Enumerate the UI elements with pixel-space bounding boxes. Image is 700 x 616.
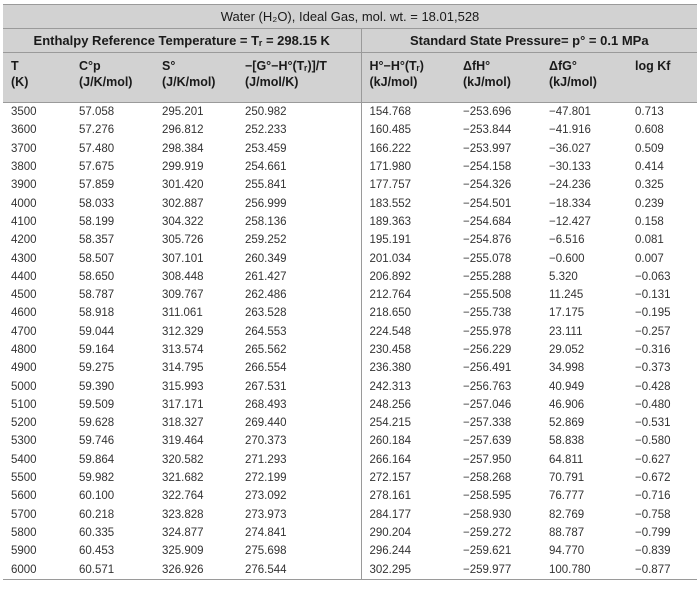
table-cell: −255.738 <box>463 307 512 320</box>
column-header <box>455 53 541 103</box>
table-cell: 248.256 <box>369 398 412 411</box>
table-row <box>3 286 697 304</box>
column-header <box>3 53 71 103</box>
table-cell: 242.313 <box>369 380 412 393</box>
table-cell: 224.548 <box>369 325 412 338</box>
table-row <box>3 451 697 469</box>
table-cell: 171.980 <box>369 161 412 174</box>
table-cell: 0.414 <box>635 161 664 174</box>
table-row <box>3 176 697 194</box>
table-row <box>3 524 697 542</box>
column-header-unit: (J/mol/K) <box>245 75 299 89</box>
table-cell: 206.892 <box>369 270 412 283</box>
table-row <box>3 249 697 267</box>
table-cell: −253.696 <box>463 106 512 119</box>
table-cell: 313.574 <box>162 344 204 356</box>
table-cell: 57.276 <box>79 124 115 137</box>
table-cell: 250.982 <box>237 103 361 122</box>
column-header-row <box>3 53 697 103</box>
column-header-name: ΔfG° <box>549 59 577 73</box>
table-cell: −256.491 <box>463 362 512 375</box>
table-cell: −0.672 <box>635 472 671 485</box>
table-cell: 76.777 <box>549 490 585 503</box>
table-cell: 94.770 <box>549 545 585 558</box>
table-row <box>3 414 697 432</box>
table-cell: 261.427 <box>237 268 361 286</box>
table-cell: 314.795 <box>162 362 204 375</box>
table-cell: 5000 <box>11 380 37 393</box>
table-cell: 212.764 <box>369 289 412 302</box>
table-cell: −255.288 <box>463 270 512 283</box>
table-cell: −0.716 <box>635 490 671 503</box>
table-row <box>3 542 697 560</box>
table-cell: −257.950 <box>463 453 512 466</box>
table-cell: 3600 <box>11 124 37 137</box>
table-cell: 254.661 <box>237 158 361 176</box>
table-cell: −253.844 <box>463 124 512 137</box>
table-cell: −0.531 <box>635 417 671 430</box>
table-cell: 82.769 <box>549 508 585 521</box>
table-cell: 5800 <box>11 526 37 539</box>
table-cell: 258.136 <box>237 213 361 231</box>
table-cell: 5.320 <box>549 270 578 283</box>
column-header-name: C°p <box>79 59 101 73</box>
column-header <box>361 53 455 103</box>
table-cell: 324.877 <box>162 526 204 539</box>
table-row <box>3 140 697 158</box>
table-cell: −257.639 <box>463 435 512 448</box>
table-cell: 4800 <box>11 344 37 356</box>
table-cell: 58.357 <box>79 234 115 247</box>
table-cell: 308.448 <box>162 270 204 283</box>
table-cell: 4900 <box>11 362 37 375</box>
table-cell: 58.838 <box>549 435 585 448</box>
table-cell: 266.554 <box>237 359 361 377</box>
table-cell: 284.177 <box>369 508 412 521</box>
table-cell: 154.768 <box>369 106 412 119</box>
table-row <box>3 323 697 341</box>
table-cell: 296.244 <box>369 545 412 558</box>
table-cell: −255.978 <box>463 325 512 338</box>
table-cell: 319.464 <box>162 435 204 448</box>
table-cell: 60.453 <box>79 545 115 558</box>
table-cell: 57.480 <box>79 142 115 155</box>
table-cell: 3900 <box>11 179 37 192</box>
table-cell: 11.245 <box>549 289 584 302</box>
table-cell: 0.325 <box>635 179 664 192</box>
table-cell: −0.316 <box>635 344 671 356</box>
column-header <box>627 53 697 103</box>
column-header-unit: (K) <box>11 75 29 89</box>
table-cell: 326.926 <box>154 560 237 579</box>
table-body <box>3 103 697 580</box>
table-cell: 189.363 <box>369 215 412 228</box>
table-row <box>3 304 697 322</box>
column-header-name: log Kf <box>635 59 671 73</box>
table-cell: −0.131 <box>635 289 671 302</box>
table-row <box>3 341 697 359</box>
table-cell: −259.272 <box>463 526 512 539</box>
table-cell: 59.864 <box>79 453 115 466</box>
table-cell: 295.201 <box>162 106 204 119</box>
table-cell: 4500 <box>11 289 37 302</box>
table-cell: 0.713 <box>635 106 664 119</box>
table-row <box>3 487 697 505</box>
column-header <box>154 53 237 103</box>
table-cell: −0.799 <box>635 526 671 539</box>
table-cell: −255.508 <box>463 289 512 302</box>
table-cell: 4300 <box>11 252 37 265</box>
column-header-unit: (kJ/mol) <box>369 75 418 89</box>
table-cell: −30.133 <box>549 161 591 174</box>
table-cell: 321.682 <box>162 472 204 485</box>
table-cell: 0.239 <box>635 197 664 210</box>
table-cell: 58.507 <box>79 252 115 265</box>
table-cell: 0.007 <box>635 252 664 265</box>
table-cell: 260.184 <box>369 435 412 448</box>
table-cell: 3700 <box>11 142 37 155</box>
column-header-unit: (kJ/mol) <box>549 75 597 89</box>
table-cell: 60.218 <box>79 508 115 521</box>
table-row <box>3 560 697 579</box>
table-cell: 100.780 <box>541 560 627 579</box>
table-cell: −254.158 <box>463 161 512 174</box>
table-cell: −0.428 <box>635 380 671 393</box>
table-cell: 58.650 <box>79 270 115 283</box>
table-cell: −0.480 <box>635 398 671 411</box>
table-cell: 160.485 <box>369 124 412 137</box>
thermo-table <box>3 4 697 580</box>
table-cell: −253.997 <box>463 142 512 155</box>
table-cell: 40.949 <box>549 380 585 393</box>
table-cell: 273.973 <box>237 506 361 524</box>
table-cell: 60.100 <box>79 490 115 503</box>
table-cell: 59.982 <box>79 472 115 485</box>
standard-pressure-label: Standard State Pressure= p° = 0.1 MPa <box>361 29 697 53</box>
table-cell: 272.157 <box>369 472 412 485</box>
table-cell: 4100 <box>11 215 37 228</box>
table-cell: 58.199 <box>79 215 115 228</box>
table-cell: −0.580 <box>635 435 671 448</box>
table-cell: 262.486 <box>237 286 361 304</box>
table-cell: −254.876 <box>463 234 512 247</box>
table-cell: 5900 <box>11 545 37 558</box>
table-cell: 274.841 <box>237 524 361 542</box>
table-cell: 276.544 <box>237 560 361 579</box>
table-cell: −0.758 <box>635 508 671 521</box>
table-cell: 59.044 <box>79 325 115 338</box>
table-cell: 5100 <box>11 398 37 411</box>
table-cell: −259.977 <box>455 560 541 579</box>
table-cell: 3500 <box>11 106 37 119</box>
column-header-name: ΔfH° <box>463 59 491 73</box>
table-cell: 3800 <box>11 161 37 174</box>
column-header-name: H°−H°(Tᵣ) <box>369 59 424 73</box>
column-header-name: T <box>11 59 19 73</box>
table-cell: 254.215 <box>369 417 412 430</box>
column-header-name: −[G°−H°(Tᵣ)]/T <box>245 59 327 73</box>
table-cell: 301.420 <box>162 179 204 192</box>
column-header <box>71 53 154 103</box>
table-cell: 311.061 <box>162 307 203 320</box>
table-cell: 60.335 <box>79 526 115 539</box>
table-cell: 29.052 <box>549 344 585 356</box>
table-cell: −254.326 <box>463 179 512 192</box>
table-cell: 267.531 <box>237 377 361 395</box>
table-cell: 23.111 <box>549 325 583 338</box>
table-cell: 58.787 <box>79 289 115 302</box>
reference-temperature-label: Enthalpy Reference Temperature = Tᵣ = 298.15 K <box>3 29 361 53</box>
table-row <box>3 194 697 212</box>
table-cell: 57.675 <box>79 161 115 174</box>
table-cell: 88.787 <box>549 526 585 539</box>
table-cell: 259.252 <box>237 231 361 249</box>
table-cell: −258.930 <box>463 508 512 521</box>
table-cell: 4000 <box>11 197 37 210</box>
table-cell: 323.828 <box>162 508 204 521</box>
table-cell: 299.919 <box>162 161 204 174</box>
thermo-table-container <box>3 4 697 580</box>
table-cell: 0.158 <box>635 215 664 228</box>
table-cell: 5700 <box>11 508 37 521</box>
column-header-unit: (J/K/mol) <box>162 75 216 89</box>
table-cell: 309.767 <box>162 289 204 302</box>
table-cell: −0.600 <box>549 252 585 265</box>
table-row <box>3 469 697 487</box>
table-cell: 46.906 <box>549 398 585 411</box>
table-cell: 17.175 <box>549 307 585 320</box>
table-cell: 302.295 <box>361 560 455 579</box>
table-cell: −41.916 <box>549 124 591 137</box>
table-cell: 273.092 <box>237 487 361 505</box>
column-header-unit: (J/K/mol) <box>79 75 133 89</box>
table-cell: −257.046 <box>463 398 512 411</box>
table-cell: 57.058 <box>79 106 115 119</box>
table-cell: 315.993 <box>162 380 204 393</box>
table-cell: 5200 <box>11 417 37 430</box>
table-cell: 59.746 <box>79 435 115 448</box>
table-cell: −47.801 <box>549 106 591 119</box>
table-cell: 5400 <box>11 453 37 466</box>
table-cell: −0.195 <box>635 307 671 320</box>
table-cell: −0.373 <box>635 362 671 375</box>
table-cell: 296.812 <box>162 124 204 137</box>
table-cell: 304.322 <box>162 215 204 228</box>
table-cell: −24.236 <box>549 179 591 192</box>
table-row <box>3 359 697 377</box>
table-row <box>3 121 697 139</box>
table-cell: 322.764 <box>162 490 204 503</box>
table-cell: 218.650 <box>369 307 412 320</box>
table-cell: 320.582 <box>162 453 204 466</box>
table-cell: −12.427 <box>549 215 591 228</box>
table-cell: 302.887 <box>162 197 204 210</box>
table-cell: 195.191 <box>369 234 412 247</box>
table-cell: 318.327 <box>162 417 204 430</box>
table-cell: 59.275 <box>79 362 115 375</box>
table-row <box>3 396 697 414</box>
table-cell: 6000 <box>3 560 71 579</box>
table-row <box>3 377 697 395</box>
table-cell: 278.161 <box>369 490 412 503</box>
table-cell: −256.763 <box>463 380 512 393</box>
table-cell: 305.726 <box>162 234 204 247</box>
table-cell: −18.334 <box>549 197 591 210</box>
table-cell: 60.571 <box>71 560 154 579</box>
table-cell: 265.562 <box>237 341 361 359</box>
table-cell: 253.459 <box>237 140 361 158</box>
table-cell: −36.027 <box>549 142 591 155</box>
table-cell: 298.384 <box>162 142 204 155</box>
table-cell: −0.063 <box>635 270 671 283</box>
table-cell: 177.757 <box>369 179 412 192</box>
table-cell: 230.458 <box>369 344 412 356</box>
column-header <box>541 53 627 103</box>
table-cell: 264.553 <box>237 323 361 341</box>
table-cell: 269.440 <box>237 414 361 432</box>
table-cell: 0.608 <box>635 124 664 137</box>
table-cell: 0.509 <box>635 142 664 155</box>
table-cell: 266.164 <box>369 453 412 466</box>
table-cell: −258.268 <box>463 472 512 485</box>
table-cell: −257.338 <box>463 417 512 430</box>
table-cell: 34.998 <box>549 362 585 375</box>
table-cell: 236.380 <box>369 362 412 375</box>
table-cell: 271.293 <box>237 451 361 469</box>
table-row <box>3 158 697 176</box>
table-cell: 201.034 <box>369 252 412 265</box>
table-cell: 59.628 <box>79 417 115 430</box>
table-cell: 275.698 <box>237 542 361 560</box>
table-cell: 290.204 <box>369 526 412 539</box>
table-cell: −254.684 <box>463 215 512 228</box>
table-cell: 270.373 <box>237 432 361 450</box>
table-cell: 4400 <box>11 270 37 283</box>
table-cell: 183.552 <box>369 197 412 210</box>
table-cell: 5600 <box>11 490 37 503</box>
table-cell: 59.390 <box>79 380 115 393</box>
table-row <box>3 506 697 524</box>
table-row <box>3 432 697 450</box>
table-cell: 256.999 <box>237 194 361 212</box>
table-cell: 70.791 <box>549 472 585 485</box>
table-cell: 0.081 <box>635 234 664 247</box>
table-cell: −256.229 <box>463 344 512 356</box>
table-cell: 58.033 <box>79 197 115 210</box>
table-cell: −0.627 <box>635 453 671 466</box>
table-cell: 4700 <box>11 325 37 338</box>
table-cell: 59.164 <box>79 344 115 356</box>
table-cell: 59.509 <box>79 398 115 411</box>
table-cell: 312.329 <box>162 325 204 338</box>
table-cell: 52.869 <box>549 417 585 430</box>
table-cell: −254.501 <box>463 197 512 210</box>
table-cell: 252.233 <box>237 121 361 139</box>
table-cell: 5300 <box>11 435 37 448</box>
table-row <box>3 103 697 122</box>
table-title: Water (H₂O), Ideal Gas, mol. wt. = 18.01,528 <box>3 5 697 29</box>
table-cell: 255.841 <box>237 176 361 194</box>
column-header-name: S° <box>162 59 176 73</box>
table-cell: 57.859 <box>79 179 115 192</box>
table-cell: 260.349 <box>237 249 361 267</box>
table-cell: 58.918 <box>79 307 115 320</box>
table-cell: 5500 <box>11 472 37 485</box>
table-cell: −0.877 <box>627 560 697 579</box>
table-cell: 166.222 <box>369 142 412 155</box>
table-cell: −255.078 <box>463 252 512 265</box>
table-cell: −259.621 <box>463 545 512 558</box>
table-cell: −258.595 <box>463 490 512 503</box>
table-cell: 268.493 <box>237 396 361 414</box>
table-cell: 263.528 <box>237 304 361 322</box>
table-row <box>3 231 697 249</box>
column-header <box>237 53 361 103</box>
table-cell: −6.516 <box>549 234 585 247</box>
table-cell: −0.839 <box>635 545 671 558</box>
table-cell: 64.811 <box>549 453 584 466</box>
table-cell: 4200 <box>11 234 37 247</box>
table-row <box>3 213 697 231</box>
table-cell: 307.101 <box>162 252 204 265</box>
table-cell: −0.257 <box>635 325 671 338</box>
table-cell: 4600 <box>11 307 37 320</box>
table-cell: 325.909 <box>162 545 204 558</box>
table-row <box>3 268 697 286</box>
column-header-unit: (kJ/mol) <box>463 75 511 89</box>
table-cell: 272.199 <box>237 469 361 487</box>
table-cell: 317.171 <box>162 398 204 411</box>
